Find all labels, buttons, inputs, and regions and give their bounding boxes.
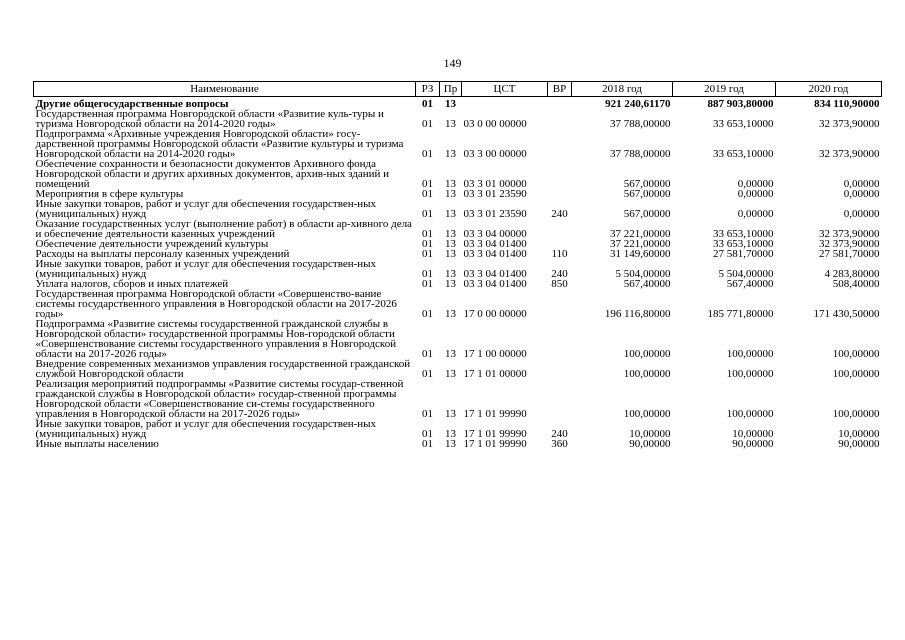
cell-2019: 185 771,80000 [707, 308, 774, 320]
cell-2020: 100,00000 [832, 348, 880, 360]
header-vr: ВР [548, 82, 572, 97]
cell-name: Реализация мероприятий подпрограммы «Развитие системы государ-ственной гражданской службы в Новгородской области» государ-ственной программы Новгородской области «Совершенствование си-стемы государственного управления в Новгородской области на 2017-2026 годы» [35, 378, 404, 420]
cell-name: Мероприятия в сфере культуры [35, 188, 184, 200]
table-row [34, 359, 882, 379]
cell-2020: 32 373,90000 [819, 148, 880, 160]
cell-pr: 13 [445, 208, 456, 220]
cell-2018: 100,00000 [623, 368, 671, 380]
cell-2019: 5 504,00000 [718, 268, 774, 280]
header-2018: 2018 год [572, 82, 673, 97]
table-row [34, 379, 882, 419]
cell-vr [548, 289, 572, 319]
cell-2019: 27 581,70000 [713, 248, 774, 260]
cell-rz: 01 [422, 208, 433, 220]
cell-2019: 100,00000 [726, 408, 774, 420]
cell-2018: 196 116,80000 [604, 308, 671, 320]
cell-rz: 01 [422, 148, 433, 160]
cell-name: Обеспечение сохранности и безопасности документов Архивного фонда Новгородской области и других архивных документов, архив-ных зданий и помещений [35, 158, 390, 190]
cell-pr: 13 [445, 118, 456, 130]
table-row [34, 129, 882, 159]
table-row [34, 319, 882, 359]
cell-pr: 13 [445, 368, 456, 380]
cell-name: Подпрограмма «Архивные учреждения Новгородской области» госу-дарственной программы Новгородской области «Развитие культуры и туризма Новгородской области на 2014-2020 годы» [35, 128, 404, 160]
cell-vr: 360 [551, 438, 568, 450]
cell-pr: 13 [445, 428, 456, 440]
cell-cst: 03 3 01 23590 [463, 188, 527, 200]
cell-cst: 17 1 01 99990 [463, 428, 527, 440]
cell-name: Иные закупки товаров, работ и услуг для обеспечения государствен-ных (муниципальных) нужд [35, 258, 377, 280]
cell-vr [548, 379, 572, 419]
table-header-row [34, 82, 882, 97]
cell-vr [548, 129, 572, 159]
cell-cst: 03 3 04 01400 [463, 238, 527, 250]
cell-cst: 03 3 04 00000 [463, 228, 527, 240]
cell-2019: 33 653,10000 [713, 118, 774, 130]
cell-name: Государственная программа Новгородской области «Развитие куль-туры и туризма Новгородской области на 2014-2020 годы» [35, 108, 384, 130]
cell-2020: 0,00000 [843, 208, 880, 220]
cell-2018: 37 221,00000 [610, 238, 671, 250]
cell-2019: 33 653,10000 [713, 238, 774, 250]
cell-vr [548, 159, 572, 189]
cell-rz: 01 [422, 118, 433, 130]
table-row [34, 259, 882, 279]
cell-cst: 17 1 01 00000 [463, 368, 527, 380]
cell-cst: 03 0 00 00000 [463, 118, 527, 130]
cell-vr [548, 219, 572, 239]
cell-2020: 834 110,90000 [814, 98, 880, 110]
cell-pr: 13 [445, 178, 456, 190]
header-cst: ЦСТ [462, 82, 548, 97]
header-name: Наименование [34, 82, 416, 97]
cell-rz: 01 [422, 368, 433, 380]
cell-2020: 32 373,90000 [819, 228, 880, 240]
cell-2018: 567,00000 [623, 178, 671, 190]
cell-pr: 13 [445, 408, 456, 420]
cell-vr: 240 [551, 428, 568, 440]
cell-cst [462, 97, 548, 110]
cell-name: Расходы на выплаты персоналу казенных учреждений [35, 248, 290, 260]
cell-pr: 13 [445, 268, 456, 280]
cell-pr: 13 [445, 98, 456, 110]
cell-2019: 33 653,10000 [713, 228, 774, 240]
cell-rz: 01 [422, 178, 433, 190]
table-row [34, 439, 882, 449]
cell-2020: 100,00000 [832, 368, 880, 380]
cell-pr: 13 [445, 248, 456, 260]
cell-vr [548, 97, 572, 110]
cell-2018: 100,00000 [623, 408, 671, 420]
header-2020: 2020 год [776, 82, 882, 97]
table-row [34, 109, 882, 129]
cell-2018: 37 788,00000 [610, 118, 671, 130]
table-row [34, 289, 882, 319]
cell-2019: 567,40000 [726, 278, 774, 290]
cell-cst: 03 3 00 00000 [463, 148, 527, 160]
cell-pr: 13 [445, 228, 456, 240]
cell-vr: 240 [551, 208, 568, 220]
cell-2018: 5 504,00000 [615, 268, 671, 280]
header-rz: РЗ [416, 82, 440, 97]
cell-name: Оказание государственных услуг (выполнение работ) в области ар-хивного дела и обеспечение деятельности казенных учреждений [35, 218, 412, 240]
budget-table [33, 81, 882, 449]
cell-rz: 01 [422, 98, 433, 110]
cell-rz: 01 [422, 308, 433, 320]
header-pr: Пр [440, 82, 462, 97]
cell-rz: 01 [422, 268, 433, 280]
header-2019: 2019 год [673, 82, 776, 97]
cell-2020: 171 430,50000 [813, 308, 880, 320]
cell-cst: 03 3 04 01400 [463, 268, 527, 280]
cell-name: Иные закупки товаров, работ и услуг для обеспечения государствен-ных (муниципальных) нужд [35, 418, 377, 440]
cell-2020: 10,00000 [838, 428, 880, 440]
cell-2019: 90,00000 [732, 438, 774, 450]
cell-2018: 567,00000 [623, 208, 671, 220]
page-number: 149 [443, 56, 462, 70]
cell-rz: 01 [422, 228, 433, 240]
cell-2020: 4 283,80000 [824, 268, 880, 280]
table-row [34, 199, 882, 219]
cell-2018: 567,40000 [623, 278, 671, 290]
cell-2020: 27 581,70000 [819, 248, 880, 260]
cell-name: Обеспечение деятельности учреждений культуры [35, 238, 269, 250]
cell-2018: 31 149,60000 [610, 248, 671, 260]
cell-pr: 13 [445, 348, 456, 360]
cell-2020: 32 373,90000 [819, 238, 880, 250]
cell-vr [548, 359, 572, 379]
cell-cst: 17 1 01 99990 [463, 408, 527, 420]
cell-2019: 10,00000 [732, 428, 774, 440]
cell-2018: 567,00000 [623, 188, 671, 200]
cell-pr: 13 [445, 278, 456, 290]
cell-vr: 110 [551, 248, 568, 260]
cell-rz: 01 [422, 428, 433, 440]
table-row [34, 219, 882, 239]
cell-2018: 921 240,61170 [605, 98, 671, 110]
cell-rz: 01 [422, 278, 433, 290]
cell-2019: 100,00000 [726, 348, 774, 360]
cell-cst: 17 1 01 99990 [463, 438, 527, 450]
cell-rz: 01 [422, 238, 433, 250]
cell-name: Другие общегосударственные вопросы [35, 98, 229, 110]
cell-rz: 01 [422, 438, 433, 450]
cell-pr: 13 [445, 188, 456, 200]
cell-pr: 13 [445, 238, 456, 250]
cell-2018: 37 221,00000 [610, 228, 671, 240]
cell-2020: 0,00000 [843, 188, 880, 200]
cell-2019: 0,00000 [737, 188, 774, 200]
cell-vr [548, 319, 572, 359]
cell-2019: 887 903,80000 [707, 98, 774, 110]
cell-name: Внедрение современных механизмов управления государственной гражданской службой Новгородской области [35, 358, 411, 380]
cell-2020: 100,00000 [832, 408, 880, 420]
cell-2018: 90,00000 [629, 438, 671, 450]
cell-name: Уплата налогов, сборов и иных платежей [35, 278, 229, 290]
cell-rz: 01 [422, 408, 433, 420]
cell-2020: 508,40000 [832, 278, 880, 290]
cell-cst: 17 1 00 00000 [463, 348, 527, 360]
cell-2020: 90,00000 [838, 438, 880, 450]
cell-vr: 850 [551, 278, 568, 290]
cell-name: Государственная программа Новгородской области «Совершенство-вание системы государственного управления в Новгородской области на 2017-2026 годы» [35, 288, 397, 320]
cell-vr [548, 189, 572, 199]
table-row [34, 159, 882, 189]
cell-vr [548, 109, 572, 129]
cell-rz: 01 [422, 248, 433, 260]
cell-cst: 03 3 04 01400 [463, 248, 527, 260]
cell-2019: 0,00000 [737, 208, 774, 220]
cell-2018: 10,00000 [629, 428, 671, 440]
cell-2019: 100,00000 [726, 368, 774, 380]
cell-2018: 100,00000 [623, 348, 671, 360]
cell-2018: 37 788,00000 [610, 148, 671, 160]
cell-cst: 03 3 01 00000 [463, 178, 527, 190]
cell-rz: 01 [422, 348, 433, 360]
cell-cst: 17 0 00 00000 [463, 308, 527, 320]
cell-2019: 33 653,10000 [713, 148, 774, 160]
cell-name: Подпрограмма «Развитие системы государственной гражданской службы в Новгородской области» государственной программы Нов-городской области «Совершенствование системы государственного управления в Новгородской области на 2017-2026 годы» [35, 318, 397, 360]
cell-rz: 01 [422, 188, 433, 200]
cell-vr: 240 [551, 268, 568, 280]
cell-2019: 0,00000 [737, 178, 774, 190]
cell-pr: 13 [445, 438, 456, 450]
cell-pr: 13 [445, 148, 456, 160]
cell-cst: 03 3 01 23590 [463, 208, 527, 220]
cell-name: Иные закупки товаров, работ и услуг для обеспечения государствен-ных (муниципальных) нужд [35, 198, 377, 220]
cell-pr: 13 [445, 308, 456, 320]
cell-cst: 03 3 04 01400 [463, 278, 527, 290]
cell-2020: 0,00000 [843, 178, 880, 190]
table-row [34, 419, 882, 439]
cell-2020: 32 373,90000 [819, 118, 880, 130]
cell-name: Иные выплаты населению [35, 438, 159, 450]
